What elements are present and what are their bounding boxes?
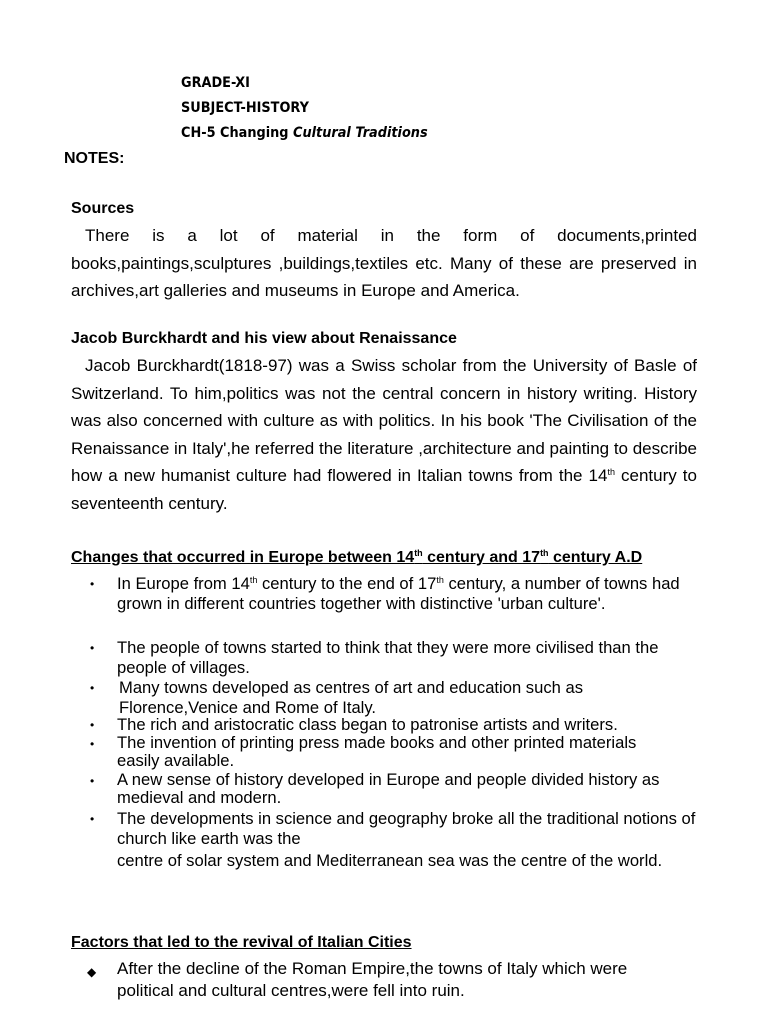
bullet-icon: • <box>90 812 95 826</box>
list-item <box>90 715 710 735</box>
list-item-text: The rich and aristocratic class began to patronise artists and writers. <box>117 715 618 734</box>
list-item <box>90 574 710 614</box>
bullet-icon: • <box>90 774 95 788</box>
list-item-text: The people of towns started to think that they were more civilised than the people of villages. <box>117 638 659 677</box>
list-item-text-line1: The developments in science and geography broke all the traditional notions of church like earth was the <box>117 809 696 848</box>
changes-heading-b: century and 17 <box>422 549 541 566</box>
list-item-sup: th <box>436 575 444 585</box>
list-item <box>87 958 710 1002</box>
list-item <box>90 771 710 807</box>
bullet-icon: • <box>90 641 95 655</box>
changes-heading-a: Changes that occurred in Europe between 14 <box>71 549 415 566</box>
bullet-icon: • <box>90 718 95 732</box>
sources-paragraph: There is a lot of material in the form of documents,printed books,paintings,sculptures ,buildings,textiles etc. Many of these are preserved in archives,art galleries and museums in Europe and America. <box>71 226 697 300</box>
list-item <box>90 678 710 718</box>
list-item-text-line2: centre of solar system and Mediterranean sea was the centre of the world. <box>117 851 663 870</box>
bullet-icon: • <box>90 737 95 751</box>
bullet-icon: • <box>90 577 95 591</box>
list-item <box>90 638 710 678</box>
burckhardt-paragraph <box>71 352 697 517</box>
list-item-text: After the decline of the Roman Empire,the towns of Italy which were political and cultural centres,were fell into ruin. <box>117 959 628 1000</box>
changes-heading-sup2: th <box>540 548 549 558</box>
subject-line: SUBJECT-HISTORY <box>181 100 309 116</box>
list-item-text: The invention of printing press made books and other printed materials easily available. <box>117 733 637 770</box>
list-item <box>90 734 710 770</box>
chapter-prefix: CH-5 Changing <box>181 125 294 141</box>
diamond-bullet-icon: ◆ <box>87 965 97 979</box>
notes-label: NOTES: <box>64 150 125 167</box>
list-item <box>90 809 710 871</box>
changes-heading-c: century A.D <box>548 549 643 566</box>
changes-heading <box>71 549 642 567</box>
list-item-text-a: In Europe from 14 <box>117 574 250 593</box>
chapter-line <box>181 124 428 142</box>
list-item-text: A new sense of history developed in Europe and people divided history as medieval and modern. <box>117 770 660 807</box>
burckhardt-text-b: century to seventeenth century. <box>71 466 697 513</box>
list-item-text <box>117 809 697 871</box>
burckhardt-heading: Jacob Burckhardt and his view about Renaissance <box>71 330 457 347</box>
list-item-text: Many towns developed as centres of art and education such as Florence,Venice and Rome of Italy. <box>119 678 583 717</box>
list-item-text-c: century, a number of towns had grown in different countries together with distinctive 'urban culture'. <box>117 574 680 613</box>
factors-heading: Factors that led to the revival of Italian Cities <box>71 934 412 951</box>
burckhardt-sup: th <box>607 467 615 477</box>
list-item-text <box>117 574 687 614</box>
grade-line: GRADE-XI <box>181 75 250 91</box>
changes-heading-sup1: th <box>414 548 423 558</box>
chapter-title-italic: Cultural Traditions <box>293 125 428 141</box>
list-item-text-b: century to the end of 17 <box>257 574 437 593</box>
list-item-sup: th <box>249 575 258 585</box>
sources-heading: Sources <box>71 200 135 217</box>
bullet-icon: • <box>90 681 95 695</box>
burckhardt-text-a: Jacob Burckhardt(1818-97) was a Swiss scholar from the University of Basle of Switzerland. To him,politics was not the central concern in history writing. History was also concerned with culture as with politics. In his book 'The Civilisation of the Renaissance in Italy',he referred the literature ,architecture and painting to describe how a new humanist culture had flowered in Italian towns from the 14 <box>71 356 697 485</box>
